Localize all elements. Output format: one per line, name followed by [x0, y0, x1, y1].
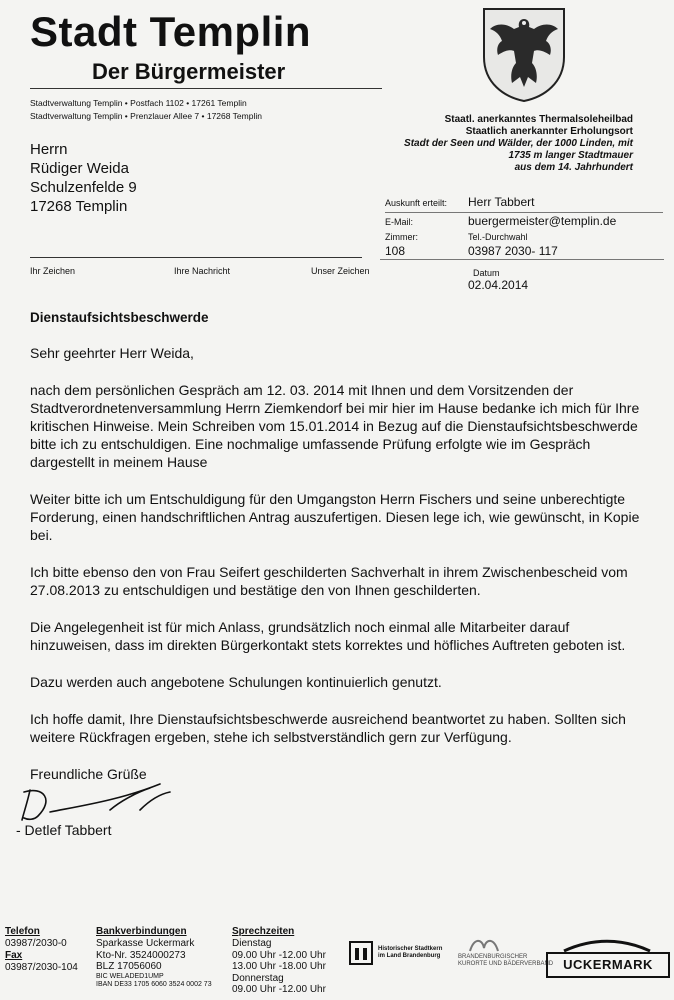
- street-address: Stadtverwaltung Templin • Prenzlauer Allee 7 • 17268 Templin: [30, 111, 262, 121]
- logo-text: BRANDENBURGISCHER: [458, 954, 528, 960]
- tagline-line: Stadt der Seen und Wälder, der 1000 Linden, mit: [404, 138, 633, 149]
- footer-heading: Fax: [5, 949, 23, 961]
- footer-text: 09.00 Uhr -12.00 Uhr: [232, 949, 326, 961]
- recipient-line: Rüdiger Weida: [30, 160, 129, 177]
- footer-text: BLZ 17056060: [96, 961, 162, 972]
- historic-town-logo-icon: [348, 940, 374, 966]
- tel-value: 03987 2030- 117: [468, 244, 558, 258]
- closing: Freundliche Grüße: [30, 766, 147, 782]
- paragraph: Ich bitte ebenso den von Frau Seifert geschilderten Sachverhalt in ihrem Zwischenbescheid vom 27.08.2013 zu entschuldigen und bestätige den von Ihnen geschilderten.: [30, 564, 628, 598]
- auskunft-label: Auskunft erteilt:: [385, 198, 448, 208]
- reference-rule-right: [380, 259, 664, 260]
- zimmer-value: 108: [385, 244, 406, 258]
- email-value: buergermeister@templin.de: [468, 214, 617, 228]
- letter-body: [30, 344, 654, 765]
- salutation: Sehr geehrter Herr Weida,: [30, 345, 194, 361]
- footer-text: IBAN DE33 1705 6060 3524 0002 73: [96, 981, 212, 988]
- tagline-line: aus dem 14. Jahrhundert: [514, 162, 633, 173]
- datum-label: Datum: [473, 268, 500, 278]
- footer-text: BIC WELADED1UMP: [96, 972, 164, 980]
- spa-association-logo-icon: [468, 936, 500, 952]
- paragraph: Weiter bitte ich um Entschuldigung für den Umgangston Herrn Fischers und seine unberechtigte Forderung, einen handschriftlichen Antrag auszufertigen. Diesen lege ich, wie gewünscht, in Kopie bei.: [30, 491, 640, 543]
- signer-name: - Detlef Tabbert: [16, 822, 112, 838]
- zimmer-label: Zimmer:: [385, 232, 418, 242]
- footer-text: 03987/2030-0: [5, 938, 67, 949]
- signature-icon: [10, 770, 190, 830]
- footer-text: Dienstag: [232, 938, 272, 949]
- footer-text: 03987/2030-104: [5, 961, 78, 973]
- footer-bank: [96, 926, 212, 990]
- footer-text: Sparkasse Uckermark: [96, 938, 195, 949]
- footer-heading: Telefon: [5, 926, 40, 937]
- spa-association-logo-text: [458, 954, 553, 968]
- tagline-line: 1735 m langer Stadtmauer: [508, 150, 633, 161]
- letterhead-subtitle: Der Bürgermeister: [92, 59, 286, 84]
- uckermark-logo: UCKERMARK: [546, 952, 670, 978]
- ihre-nachricht-label: Ihre Nachricht: [174, 266, 231, 276]
- footer-hours: [232, 926, 326, 996]
- paragraph: Ich hoffe damit, Ihre Dienstaufsichtsbeschwerde ausreichend beantwortet zu haben. Sollten sich weitere Rückfragen ergeben, stehe ich selbstverständlich gern zur Verfügung.: [30, 711, 626, 745]
- recipient-line: Schulzenfelde 9: [30, 179, 137, 196]
- paragraph: Dazu werden auch angebotene Schulungen kontinuierlich genutzt.: [30, 674, 442, 690]
- reference-rule-left: [30, 257, 362, 258]
- unser-zeichen-label: Unser Zeichen: [311, 266, 370, 276]
- footer-text: Kto-Nr. 3524000273: [96, 949, 186, 961]
- tel-label: Tel.-Durchwahl: [468, 232, 528, 242]
- header-rule: [30, 88, 382, 89]
- coat-of-arms-icon: [480, 5, 568, 103]
- footer-text: 13.00 Uhr -18.00 Uhr: [232, 961, 326, 972]
- email-label: E-Mail:: [385, 217, 414, 227]
- footer-heading: Sprechzeiten: [232, 926, 295, 937]
- paragraph: nach dem persönlichen Gespräch am 12. 03. 2014 mit Ihnen und dem Vorsitzenden der Stadtverordnetenversammlung Herrn Ziemkendorf bei mir hier im Hause bedanke ich mich für Ihre kritischen Hinweise. Mein Schreiben vom 15.01.2014 in Bezug auf die Dienstaufsichtsbeschwerde bitte ich zu entschuldigen. Eine nochmalige umfassende Prüfung erfolgte wie im Gespräch dargestellt in meinem Hause: [30, 382, 640, 470]
- contact-rule: [385, 212, 663, 213]
- logo-text: Historischer Stadtkern: [378, 946, 443, 952]
- recipient-address: [30, 140, 137, 216]
- recipient-line: 17268 Templin: [30, 198, 128, 215]
- ihr-zeichen-label: Ihr Zeichen: [30, 266, 76, 276]
- uckermark-arc-icon: [562, 938, 652, 952]
- logo-text: KURORTE UND BÄDERVERBAND: [458, 961, 554, 967]
- recipient-line: Herrn: [30, 141, 68, 158]
- letterhead-title: Stadt Templin: [30, 8, 312, 55]
- tagline-line: Staatl. anerkanntes Thermalsoleheilbad: [444, 114, 633, 125]
- footer-phone: [5, 926, 78, 973]
- town-tagline: [388, 114, 633, 174]
- datum-value: 02.04.2014: [468, 278, 529, 292]
- logo-text: im Land Brandenburg: [378, 953, 441, 959]
- footer-text: Donnerstag: [232, 972, 284, 984]
- footer-text: 09.00 Uhr -12.00 Uhr: [232, 984, 326, 995]
- paragraph: Die Angelegenheit ist für mich Anlass, grundsätzlich noch einmal alle Mitarbeiter darauf hinzuweisen, dass im direkten Bürgerkontakt stets korrektes und höfliches Auftreten geboten ist.: [30, 619, 626, 653]
- footer-heading: Bankverbindungen: [96, 926, 187, 937]
- postal-address: Stadtverwaltung Templin • Postfach 1102 • 17261 Templin: [30, 98, 247, 108]
- letter-subject: Dienstaufsichtsbeschwerde: [30, 310, 209, 325]
- historic-town-logo-text: [378, 946, 442, 960]
- auskunft-value: Herr Tabbert: [468, 195, 535, 209]
- tagline-line: Staatlich anerkannter Erholungsort: [465, 126, 633, 137]
